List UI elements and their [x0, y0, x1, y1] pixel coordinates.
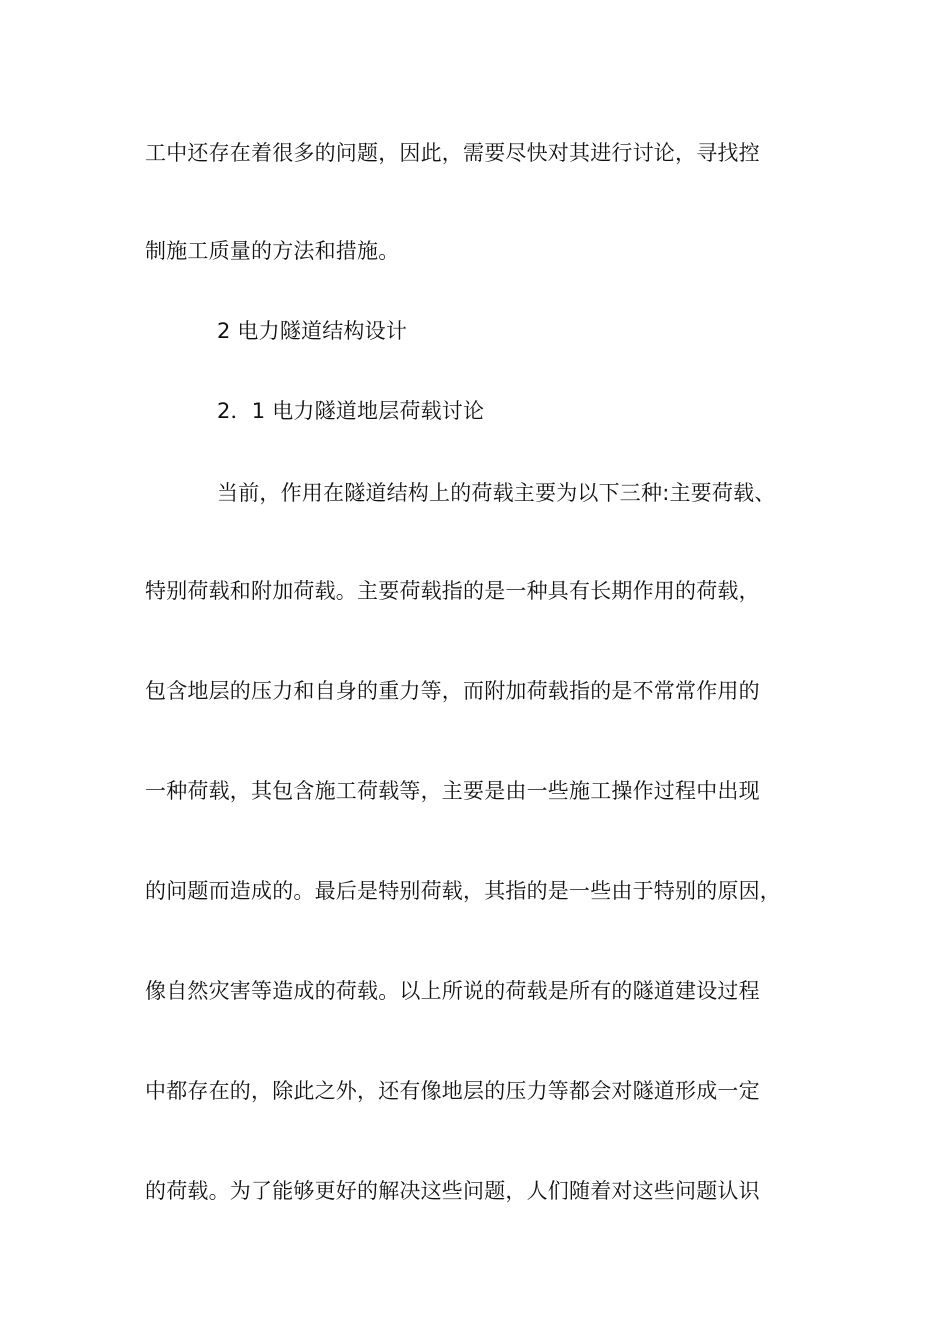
paragraph-line: 的荷载。为了能够更好的解决这些问题，人们随着对这些问题认识 — [145, 1179, 760, 1203]
paragraph-line: 一种荷载，其包含施工荷载等，主要是由一些施工操作过程中出现 — [145, 779, 760, 803]
paragraph-line: 像自然灾害等造成的荷载。以上所说的荷载是所有的隧道建设过程 — [145, 979, 760, 1003]
paragraph-line: 制施工质量的方法和措施。 — [145, 239, 400, 263]
paragraph-line: 特别荷载和附加荷载。主要荷载指的是一种具有长期作用的荷载， — [145, 579, 760, 603]
subsection-heading: 2．1 电力隧道地层荷载讨论 — [217, 399, 485, 423]
paragraph-line: 中都存在的，除此之外，还有像地层的压力等都会对隧道形成一定 — [145, 1079, 760, 1103]
paragraph-line: 工中还存在着很多的问题，因此，需要尽快对其进行讨论，寻找控 — [145, 141, 760, 165]
paragraph-line: 包含地层的压力和自身的重力等，而附加荷载指的是不常常作用的 — [145, 679, 760, 703]
section-heading: 2 电力隧道结构设计 — [217, 319, 408, 343]
paragraph-line: 当前，作用在隧道结构上的荷载主要为以下三种:主要荷载、 — [217, 481, 776, 505]
paragraph-line: 的问题而造成的。最后是特别荷载，其指的是一些由于特别的原因， — [145, 879, 781, 903]
